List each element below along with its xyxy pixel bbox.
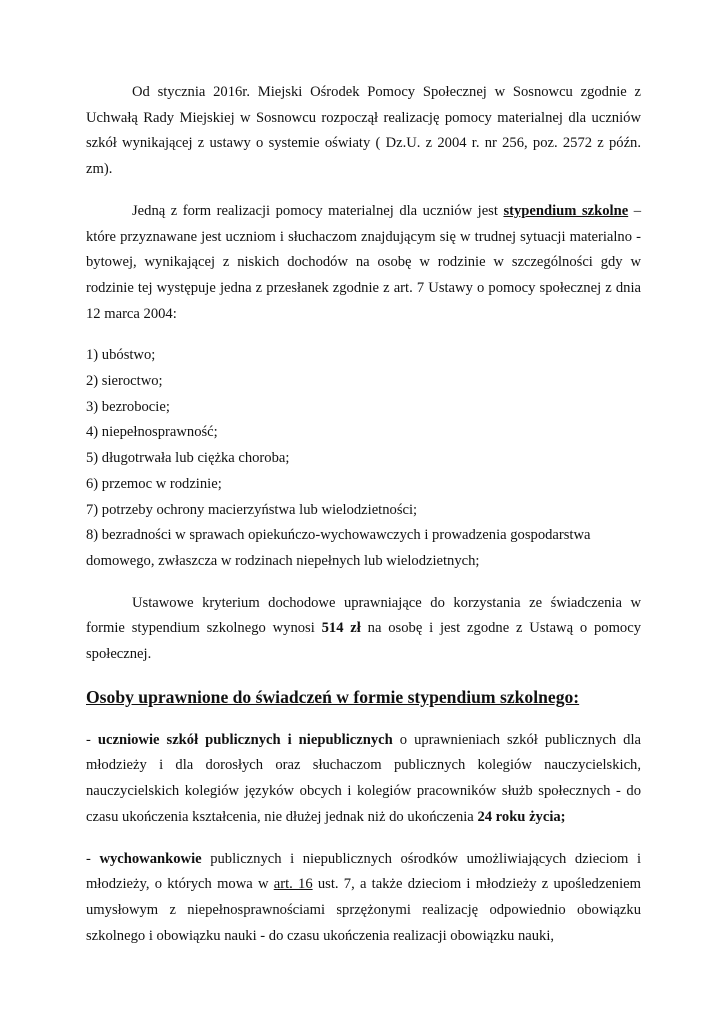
list-item: 6) przemoc w rodzinie; xyxy=(86,475,222,492)
eligible-wards-text-end: ust. 7, a także dzieciom i młodzieży z upośledzeniem umysłowym z niepełnosprawnościami sprzężonymi realizację odpowiednio obowiązku szkolnego i obowiązku nauki - do czasu ukończenia realizacji obowiązku nauki, xyxy=(86,876,641,944)
eligible-wards-paragraph xyxy=(86,847,641,950)
scholarship-text-end: – które przyznawane jest uczniom i słuchaczom znajdującym się w trudnej sytuacji materialno - bytowej, wynikającej z niskich dochodów na osobę w rodzinie w szczególności gdy w rodzinie tej występuje jedna z przesłanek zgodnie z art. 7 Ustawy o pomocy społecznej z dnia 12 marca 2004: xyxy=(86,202,641,322)
list-item: 3) bezrobocie; xyxy=(86,398,170,415)
list-item: 2) sieroctwo; xyxy=(86,373,163,390)
income-text-end: na osobę i jest zgodne z Ustawą o pomocy społecznej. xyxy=(86,620,641,663)
article-link[interactable]: art. 16 xyxy=(273,876,313,893)
dash: - xyxy=(86,850,100,867)
list-item: 1) ubóstwo; xyxy=(86,347,156,364)
list-item: 5) długotrwała lub ciężka choroba; xyxy=(86,450,290,467)
section-heading: Osoby uprawnione do świadczeń w formie stypendium szkolnego: xyxy=(86,686,580,707)
list-item: 8) bezradności w sprawach opiekuńczo-wychowawczych i prowadzenia gospodarstwa domowego, zwłaszcza w rodzinach niepełnych lub wielodzietnych; xyxy=(86,527,591,569)
scholarship-paragraph xyxy=(86,199,641,328)
premises-list xyxy=(86,343,641,574)
dash: - xyxy=(86,731,98,748)
intro-paragraph xyxy=(86,80,641,183)
eligible-wards-text: publicznych i niepublicznych ośrodków umożliwiających dzieciom i młodzieży, o których mowa w xyxy=(86,850,642,893)
income-amount: 514 zł xyxy=(321,620,361,637)
scholarship-term: stypendium szkolne xyxy=(503,202,629,219)
income-criterion-paragraph xyxy=(86,591,641,668)
document-page xyxy=(86,80,641,965)
scholarship-text-start: Jedną z form realizacji pomocy materialnej dla uczniów jest xyxy=(132,202,504,219)
list-item: 4) niepełnosprawność; xyxy=(86,424,218,441)
intro-text: Od stycznia 2016r. Miejski Ośrodek Pomocy Społecznej w Sosnowcu zgodnie z Uchwałą Rady Miejskiej w Sosnowcu rozpoczął realizację pomocy materialnej dla uczniów szkół wynikającej z ustawy o systemie oświaty ( Dz.U. z 2004 r. nr 256, poz. 2572 z późn. zm). xyxy=(86,84,641,178)
eligible-students-term: uczniowie szkół publicznych i niepublicznych xyxy=(97,731,393,748)
eligible-students-text: o uprawnieniach szkół publicznych dla młodzieży i dla dorosłych oraz słuchaczom publicznych kolegiów nauczycielskich, nauczycielskich kolegiów języków obcych i kolegiów pracowników służb społecznych - do czasu ukończenia kształcenia, nie dłużej jednak niż do ukończenia xyxy=(86,731,641,825)
eligible-students-paragraph xyxy=(86,728,641,831)
eligible-wards-term: wychowankowie xyxy=(99,850,202,867)
income-text-start: Ustawowe kryterium dochodowe uprawniające do korzystania ze świadczenia w formie stypendium szkolnego wynosi xyxy=(86,594,641,637)
age-limit: 24 roku życia; xyxy=(477,808,566,825)
list-item: 7) potrzeby ochrony macierzyństwa lub wielodzietności; xyxy=(86,501,418,518)
